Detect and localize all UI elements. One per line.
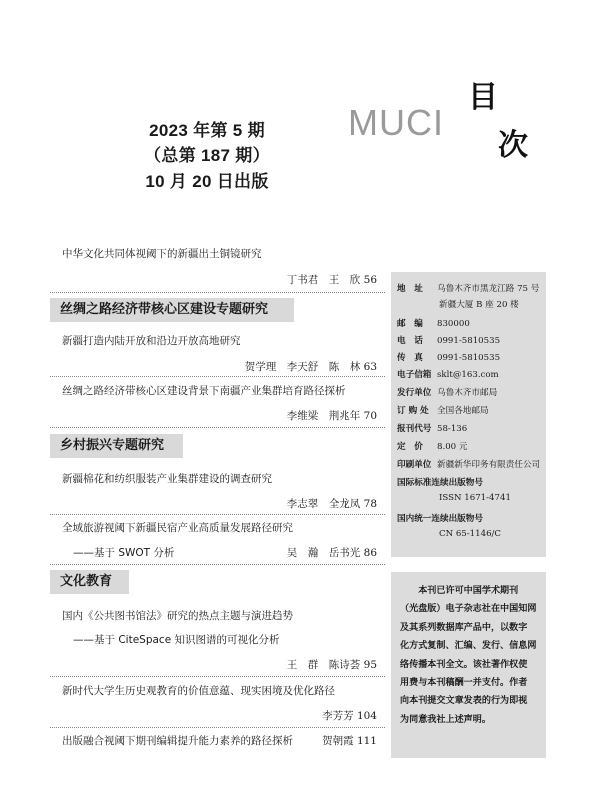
info-printer: 印刷单位 新疆新华印务有限责任公司	[397, 460, 541, 470]
info-cn: CN 65-1146/C	[439, 529, 502, 539]
toc-entry-subtitle: ——基于 CiteSpace 知识图谱的可视化分析	[73, 634, 280, 646]
toc-entry-author: 李志翠 全龙凤 78	[286, 498, 377, 510]
divider	[50, 376, 385, 377]
info-price: 定 价 8.00 元	[397, 442, 468, 452]
toc-entry-subtitle: ——基于 SWOT 分析	[73, 547, 175, 559]
copyright-notice-box	[391, 572, 546, 758]
info-postcode: 邮 编 830000	[397, 319, 470, 329]
toc-entry-author: 贺学理 李天舒 陈 林 63	[244, 361, 377, 373]
divider	[50, 564, 385, 565]
divider	[50, 727, 385, 728]
publication-info-box	[391, 272, 546, 557]
info-address-line2: 新疆大厦 B 座 20 楼	[439, 300, 519, 310]
toc-entry-title[interactable]: 丝绸之路经济带核心区建设背景下南疆产业集群培育路径探析	[62, 385, 346, 397]
info-fax: 传 真 0991-5810535	[397, 353, 501, 363]
toc-entry-title: 出版融合视阈下期刊编辑提升能力素养的路径探析	[62, 735, 293, 747]
notice-line: 用费与本刊稿酬一并支付。作者	[400, 678, 528, 689]
toc-entry-author: 贺朝霞 111	[322, 735, 377, 747]
title-char-ci: 次	[498, 128, 528, 163]
toc-entry-author: 王 群 陈诗荟 95	[286, 659, 377, 671]
toc-entry-title[interactable]: 新时代大学生历史观教育的价值意蕴、现实困境及优化路径	[62, 685, 335, 697]
info-order: 订 购 处 全国各地邮局	[397, 406, 489, 416]
issue-total: （总第 187 期）	[144, 146, 270, 165]
issue-year: 2023 年第 5 期	[149, 121, 265, 140]
toc-entry-title[interactable]: 全域旅游视阈下新疆民宿产业高质量发展路径研究	[62, 522, 293, 534]
notice-line: 及其系列数据库产品中，以数字	[400, 622, 528, 633]
toc-entry-author: 李维梁 荆兆年 70	[286, 410, 377, 422]
info-phone: 电 话 0991-5810535	[397, 336, 501, 346]
divider	[50, 427, 385, 428]
notice-line: 络传播本刊全文。该社著作权使	[400, 659, 528, 670]
issue-date: 10 月 20 日出版	[145, 172, 269, 191]
notice-line: 本刊已许可中国学术期刊	[400, 586, 519, 596]
toc-entry-title[interactable]: 国内《公共图书馆法》研究的热点主题与演进趋势	[62, 610, 293, 622]
toc-entry-title[interactable]: 新疆棉花和纺织服装产业集群建设的调查研究	[62, 473, 272, 485]
toc-entry-author: 吴 瀚 岳书光 86	[286, 547, 377, 559]
section-heading: 乡村振兴专题研究	[50, 434, 183, 458]
title-char-mu: 目	[468, 80, 498, 115]
info-issn: ISSN 1671-4741	[439, 493, 511, 503]
info-cn-label: 国内统一连续出版物号	[397, 514, 483, 524]
divider	[50, 292, 385, 293]
info-issn-label: 国际标准连续出版物号	[397, 478, 483, 488]
section-heading: 丝绸之路经济带核心区建设专题研究	[50, 298, 294, 322]
section-heading: 文化教育	[50, 570, 129, 594]
toc-entry-author: 丁书君 王 欣 56	[286, 274, 377, 286]
divider	[50, 514, 385, 515]
notice-line: （光盘版）电子杂志社在中国知网	[400, 604, 537, 615]
info-code: 报刊代号 58-136	[397, 424, 468, 434]
toc-entry-title[interactable]: 中华文化共同体视阈下的新疆出土铜镜研究	[62, 248, 262, 260]
toc-entry-row[interactable]	[62, 733, 385, 748]
toc-entry-author: 李芳芳 104	[322, 710, 377, 722]
info-email: 电子信箱 sklt@163.com	[397, 370, 499, 380]
notice-line: 向本刊提交文章发表的行为即视	[400, 696, 528, 707]
notice-line: 为同意我社上述声明。	[400, 714, 491, 725]
info-address: 地 址 乌鲁木齐市黑龙江路 75 号	[397, 284, 540, 294]
toc-entry-title[interactable]: 新疆打造内陆开放和沿边开放高地研究	[62, 335, 241, 347]
divider	[50, 676, 385, 677]
watermark: MUCI	[348, 102, 444, 143]
info-publisher: 发行单位 乌鲁木齐市邮局	[397, 388, 498, 398]
notice-line: 化方式复制、汇编、发行、信息网	[400, 641, 537, 652]
